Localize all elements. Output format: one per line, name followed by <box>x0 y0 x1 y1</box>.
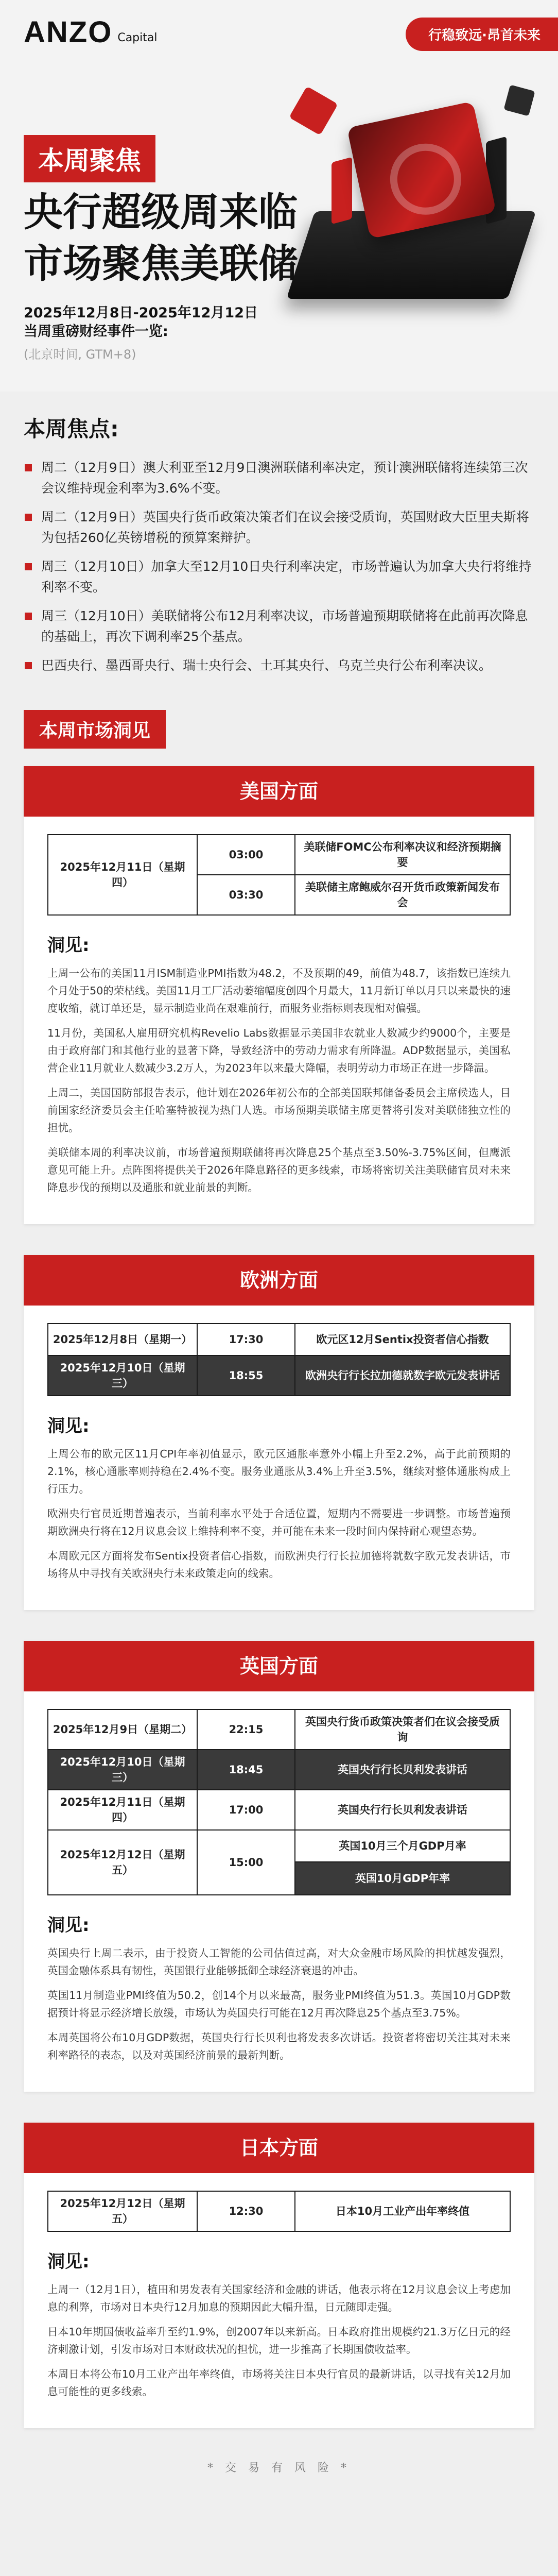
event-date: 2025年12月10日（星期三） <box>48 1356 198 1395</box>
eu-insight <box>24 1396 534 1610</box>
focus-item: 周二（12月9日）澳大利亚至12月9日澳洲联储利率决定，预计澳洲联储将连续第三次会议维持现金利率为3.6%不变。 <box>24 457 534 499</box>
page-title <box>24 187 298 290</box>
insight-paragraph: 美联储本周的利率决议前，市场普遍预期联储将再次降息25个基点至3.50%-3.75%区间，但鹰派意见可能上升。点阵图将提供关于2026年降息路径的更多线索，市场将密切关注美联储官员对未来降息步伐的预期以及通胀和就业前景的判断。 <box>47 1146 511 1194</box>
event-time: 22:15 <box>198 1710 295 1749</box>
event-name: 英国央行行长贝利发表讲话 <box>338 1764 467 1776</box>
event-date: 2025年12月12日（星期五） <box>48 2192 198 2231</box>
event-time: 12:30 <box>198 2192 295 2231</box>
insight-heading: 洞见: <box>47 2251 90 2272</box>
event-name: 英国央行行长贝利发表讲话 <box>338 1804 467 1816</box>
event-date: 2025年12月8日（星期一） <box>48 1324 198 1355</box>
event-date: 2025年12月11日（星期四） <box>48 835 198 914</box>
insight-paragraph: 本周欧元区方面将发布Sentix投资者信心指数，而欧洲央行行长拉加德将就数字欧元发表讲话，市场将从中寻找有关欧洲央行未来政策走向的线索。 <box>47 1550 511 1580</box>
insight-paragraph: 11月份，美国私人雇用研究机构Revelio Labs数据显示美国非农就业人数减少约9000个，主要是由于政府部门和其他行业的显著下降，导致经济中的劳动力需求有所降温。ADP数据显示，美国私营企业11月就业人数减少3.2万人，为2023年以来最大降幅，表明劳动力市场正在进一步降温。 <box>47 1027 511 1074</box>
brand-slogan: 行稳致远·昂首未来 <box>406 18 558 51</box>
insight-paragraph: 上周公布的欧元区11月CPI年率初值显示，欧元区通胀率意外小幅上升至2.2%，高于此前预期的2.1%，核心通胀率则持稳在2.4%不变。服务业通胀从3.4%上升至3.5%，继续对整体通胀构成上行压力。 <box>47 1448 511 1495</box>
insight-heading: 洞见: <box>47 1915 90 1936</box>
period-range: 2025年12月8日-2025年12月12日 <box>24 305 258 321</box>
insight-paragraph: 英国央行上周二表示，由于投资人工智能的公司估值过高，对大众金融市场风险的担忧越发强烈，英国金融体系具有韧性，英国银行业能够抵御全球经济衰退的冲击。 <box>47 1947 511 1977</box>
section-eu <box>24 1255 534 1610</box>
us-insight <box>24 916 534 1224</box>
insight-heading: 洞见: <box>47 1416 90 1436</box>
hero-banner <box>0 0 558 392</box>
uk-insight <box>24 1895 534 2092</box>
event-name: 欧元区12月Sentix投资者信心指数 <box>316 1333 489 1346</box>
focus-item: 周三（12月10日）加拿大至12月10日央行利率决定，市场普遍认为加拿大央行将维持利率不变。 <box>24 556 534 598</box>
focus-list <box>24 457 534 676</box>
table-row <box>48 1324 510 1356</box>
decor-bar-red <box>332 157 352 225</box>
section-jp-title: 日本方面 <box>24 2123 534 2173</box>
title-line-2: 市场聚焦美联储 <box>24 241 298 286</box>
period-info <box>24 304 258 341</box>
insight-paragraph: 本周日本将公布10月工业产出年率终值，市场将关注日本央行官员的最新讲话，以寻找有关12月加息可能性的更多线索。 <box>47 2368 511 2398</box>
table-row <box>198 835 510 875</box>
weekly-focus-tag: 本周聚焦 <box>24 135 155 182</box>
table-row-group <box>48 835 510 914</box>
table-row <box>295 1831 510 1862</box>
event-date: 2025年12月9日（星期二） <box>48 1710 198 1749</box>
insight-paragraph: 欧洲央行官员近期普遍表示，当前利率水平处于合适位置，短期内不需要进一步调整。市场普遍预期欧洲央行将在12月议息会议上维持利率不变，并可能在未来一段时间内保持耐心观望态势。 <box>47 1507 511 1537</box>
hero-illustration <box>280 77 537 319</box>
focus-heading: 本周焦点: <box>24 416 119 442</box>
event-name: 英国10月三个月GDP月率 <box>339 1840 466 1852</box>
table-row <box>48 1790 510 1831</box>
weekly-focus <box>0 392 558 700</box>
period-caption: 当周重磅财经事件一览: <box>24 324 168 340</box>
event-time: 17:00 <box>198 1790 295 1829</box>
event-time: 18:55 <box>198 1356 295 1395</box>
eu-event-table <box>47 1323 511 1396</box>
section-uk-title: 英国方面 <box>24 1641 534 1691</box>
jp-insight <box>24 2232 534 2428</box>
uk-event-table <box>47 1709 511 1895</box>
event-name: 美联储FOMC公布利率决议和经济预期摘要 <box>304 841 501 869</box>
insight-paragraph: 上周二，美国国防部报告表示，他计划在2026年初公布的全部美国联邦储备委员会主席候选人，目前国家经济委员会主任哈塞特被视为热门人选。市场预期美联储主席更替将引发对美联储独立性的担忧。 <box>47 1087 511 1134</box>
risk-disclaimer: * 交 易 有 风 险 * <box>207 2462 351 2475</box>
sub-rows <box>198 835 510 914</box>
insight-paragraph: 英国11月制造业PMI终值为50.2，创14个月以来最高，服务业PMI终值为51.3。英国10月GDP数据预计将显示经济增长放缓，市场认为英国央行可能在12月再次降息25个基点至3.75%。 <box>47 1989 511 2019</box>
insight-paragraph: 日本10年期国债收益率升至约1.9%，创2007年以来新高。日本政府推出规模约21.3万亿日元的经济刺激计划，引发市场对日本财政状况的担忧，进一步推高了长期国债收益率。 <box>47 2326 511 2355</box>
title-line-1: 央行超级周来临 <box>24 189 298 235</box>
event-name: 英国10月GDP年率 <box>355 1872 450 1885</box>
insight-paragraph: 本周英国将公布10月GDP数据，英国央行行长贝利也将发表多次讲话。投资者将密切关注其对未来利率路径的表态，以及对英国经济前景的最新判断。 <box>47 2031 511 2061</box>
timezone-note: (北京时间, GTM+8) <box>24 347 136 362</box>
event-time: 03:00 <box>198 835 295 874</box>
logo-subtitle: Capital <box>117 31 158 44</box>
section-us <box>24 766 534 1224</box>
section-jp <box>24 2123 534 2428</box>
brand-logo[interactable] <box>24 15 158 49</box>
logo-wordmark: ANZO <box>24 15 113 49</box>
sub-rows <box>295 1831 510 1894</box>
us-event-table <box>47 834 511 916</box>
table-row <box>48 1356 510 1395</box>
table-row <box>198 875 510 914</box>
event-time: 17:30 <box>198 1324 295 1355</box>
insight-paragraph: 上周一（12月1日），植田和男发表有关国家经济和金融的讲话，他表示将在12月议息会议上考虑加息的利弊，市场对日本央行12月加息的预期因此大幅升温，日元随即走强。 <box>47 2283 511 2313</box>
event-name: 英国央行货币政策决策者们在议会接受质询 <box>305 1716 500 1743</box>
focus-item: 巴西央行、墨西哥央行、瑞士央行会、土耳其央行、乌克兰央行公布利率决议。 <box>24 655 534 676</box>
jp-event-table <box>47 2191 511 2232</box>
decor-cube-red <box>289 86 338 135</box>
event-date: 2025年12月11日（星期四） <box>48 1790 198 1829</box>
event-date: 2025年12月12日（星期五） <box>48 1831 198 1894</box>
event-date: 2025年12月10日（星期三） <box>48 1750 198 1789</box>
decor-cube-dark <box>503 84 535 116</box>
section-eu-title: 欧洲方面 <box>24 1255 534 1306</box>
event-time: 18:45 <box>198 1750 295 1789</box>
market-insight-tag: 本周市场洞见 <box>24 710 166 749</box>
event-time: 15:00 <box>198 1831 295 1894</box>
insight-paragraph: 上周一公布的美国11月ISM制造业PMI指数为48.2，不及预期的49，前值为48.7，该指数已连续九个月处于50的荣枯线。美国11月工厂活动萎缩幅度创四个月最大，11月新订单以月只以来最快的速度收缩，就订单还是，显示制造业尚在艰难前行，而服务业指标则表现相对偏强。 <box>47 967 511 1014</box>
table-row <box>48 1750 510 1790</box>
event-name: 日本10月工业产出年率终值 <box>335 2205 470 2217</box>
section-uk <box>24 1641 534 2092</box>
insight-heading: 洞见: <box>47 935 90 956</box>
table-row <box>295 1862 510 1894</box>
focus-item: 周二（12月9日）英国央行货币政策决策者们在议会接受质询，英国财政大臣里夫斯将为包括260亿英镑增税的预算案辩护。 <box>24 507 534 548</box>
event-name: 美联储主席鲍威尔召开货币政策新闻发布会 <box>305 881 500 909</box>
focus-item: 周三（12月10日）美联储将公布12月利率决议，市场普遍预期联储将在此前再次降息的基础上，再次下调利率25个基点。 <box>24 606 534 647</box>
section-us-title: 美国方面 <box>24 766 534 817</box>
table-row-group <box>48 1831 510 1894</box>
table-row <box>48 2192 510 2231</box>
table-row <box>48 1710 510 1750</box>
event-time: 03:30 <box>198 875 295 914</box>
event-name: 欧洲央行行长拉加德就数字欧元发表讲话 <box>305 1369 500 1382</box>
